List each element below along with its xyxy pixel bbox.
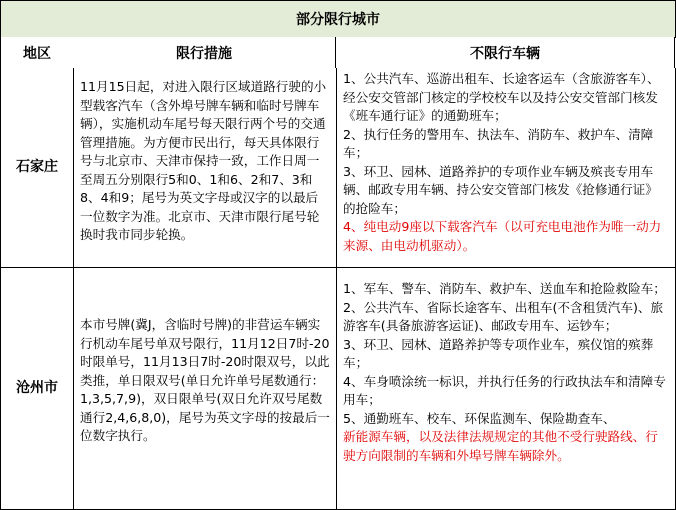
measure-text: 本市号牌(冀J，含临时号牌)的非营运车辆实行机动车尾号单双号限行，11月12日7时-20时限单号，11月13日7时-20时限双号，以此类推，单日限双号(单日允许单号尾数通行：1,3,5,7,9)，双日限单号(双日允许双号尾数通行2,4,6,8,0)，尾号为英文字母的按最后一位数字执行。 [80,317,330,443]
measure-cell [73,268,337,510]
exempt-item: 3、环卫、园林、道路养护的专项作业车辆及殡丧专用车辆、邮政专用车辆、持公安交管部门核发《抢修通行证》的抢险车； [343,163,658,216]
exempt-item: 4、纯电动9座以下载客汽车（以可充电电池作为唯一动力来源、由电动机驱动）。 [343,219,662,253]
measure-cell [73,68,337,268]
exempt-item: 5、通勤班车、校车、环保监测车、保险勘查车、 [343,410,616,426]
exempt-item: 4、车身喷涂统一标识，并执行任务的行政执法车和清障专用车； [343,373,666,407]
exempt-item: 2、公共汽车、省际长途客车、出租车(不含租赁汽车)、旅游客车(具备旅游客运证)、邮政专用车、运钞车； [343,299,664,333]
exempt-item: 3、环卫、园林、道路养护等专项作业车，殡仪馆的殡葬车； [343,336,654,370]
exempt-item: 1、军车、警车、消防车、救护车、送血车和抢险救险车； [343,281,666,296]
table-title: 部分限行城市 [0,0,676,38]
header-exempt: 不限行车辆 [336,37,675,69]
header-region: 地区 [0,37,74,69]
measure-text: 11月15日起，对进入限行区域道路行驶的小型载客汽车（含外埠号牌车辆和临时号牌车辆），实施机动车尾号每天限行两个号的交通管理措施。为方便市民出行，每天具体限行号与北京市、天津市保持一致，工作日周一至周五分别限行5和0、1和6、2和7、3和8、4和9；尾号为英文字母或汉字的以最后一位数字为准。北京市、天津市限行尾号轮换时我市同步轮换。 [80,79,327,242]
exempt-item: 新能源车辆，以及法律法规规定的其他不受行驶路线、行驶方向限制的车辆和外埠号牌车辆除外。 [343,429,658,463]
city-name: 沧州市 [0,268,74,510]
exempt-item: 1、公共汽车、巡游出租车、长途客运车（含旅游客车）、经公安交管部门核定的学校校车以及持公安交管部门核发《班车通行证》的通勤班车； [343,71,660,123]
exempt-cell [336,268,676,510]
header-measures: 限行措施 [73,37,336,69]
exempt-cell [336,68,676,268]
city-name: 石家庄 [0,68,74,268]
exempt-item: 2、执行任务的警用车、执法车、消防车、救护车、清障车； [343,126,654,160]
